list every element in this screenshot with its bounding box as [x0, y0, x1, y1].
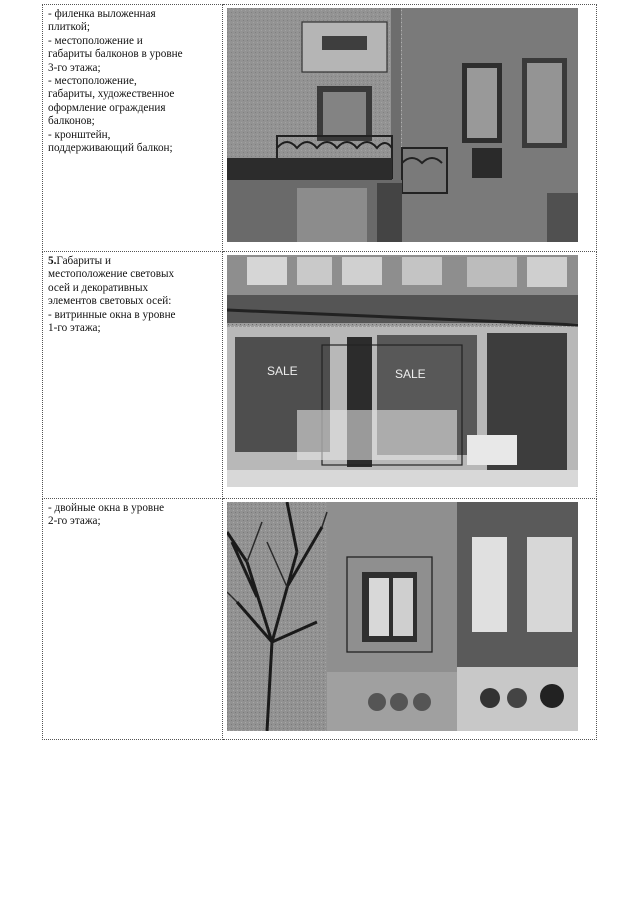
description-line: 3-го этажа;: [48, 61, 101, 74]
description-line: оформление ограждения: [48, 101, 166, 114]
photo-cell: [223, 5, 597, 252]
description-line: - местоположение и: [48, 34, 143, 47]
description-text: Габариты и: [56, 255, 111, 267]
description-line: 2-го этажа;: [48, 515, 101, 528]
description-line: плиткой;: [48, 21, 91, 34]
table-row: [43, 499, 597, 740]
description-line: поддерживающий балкон;: [48, 142, 173, 155]
description-line: - филенка выложенная: [48, 8, 156, 20]
description-line: - местоположение,: [48, 75, 137, 88]
description-line: осей и декоративных: [48, 281, 149, 294]
shopfront-windows-photo: [227, 255, 578, 487]
photo-cell: [223, 499, 597, 740]
description-line: местоположение световых: [48, 268, 175, 281]
description-line: габариты балконов в уровне: [48, 48, 183, 61]
description-cell: [43, 252, 223, 499]
requirements-table: [42, 4, 597, 740]
sale-sign: SALE: [395, 367, 426, 381]
description-line: элементов световых осей:: [48, 295, 172, 308]
description-line: [48, 255, 218, 268]
description-line: 1-го этажа;: [48, 322, 101, 335]
double-windows-photo: [227, 502, 578, 731]
facade-balcony-photo: [227, 8, 578, 242]
description-line: габариты, художественное: [48, 88, 175, 101]
description-cell: [43, 499, 223, 740]
sale-sign: SALE: [267, 364, 298, 378]
description-line: - двойные окна в уровне: [48, 502, 165, 514]
description-cell: [43, 5, 223, 252]
item-number: 5.: [48, 255, 57, 267]
table-row: [43, 5, 597, 252]
description-line: балконов;: [48, 115, 95, 128]
photo-cell: [223, 252, 597, 499]
description-line: - кронштейн,: [48, 128, 111, 141]
description-line: - витринные окна в уровне: [48, 308, 176, 321]
table-row: [43, 252, 597, 499]
